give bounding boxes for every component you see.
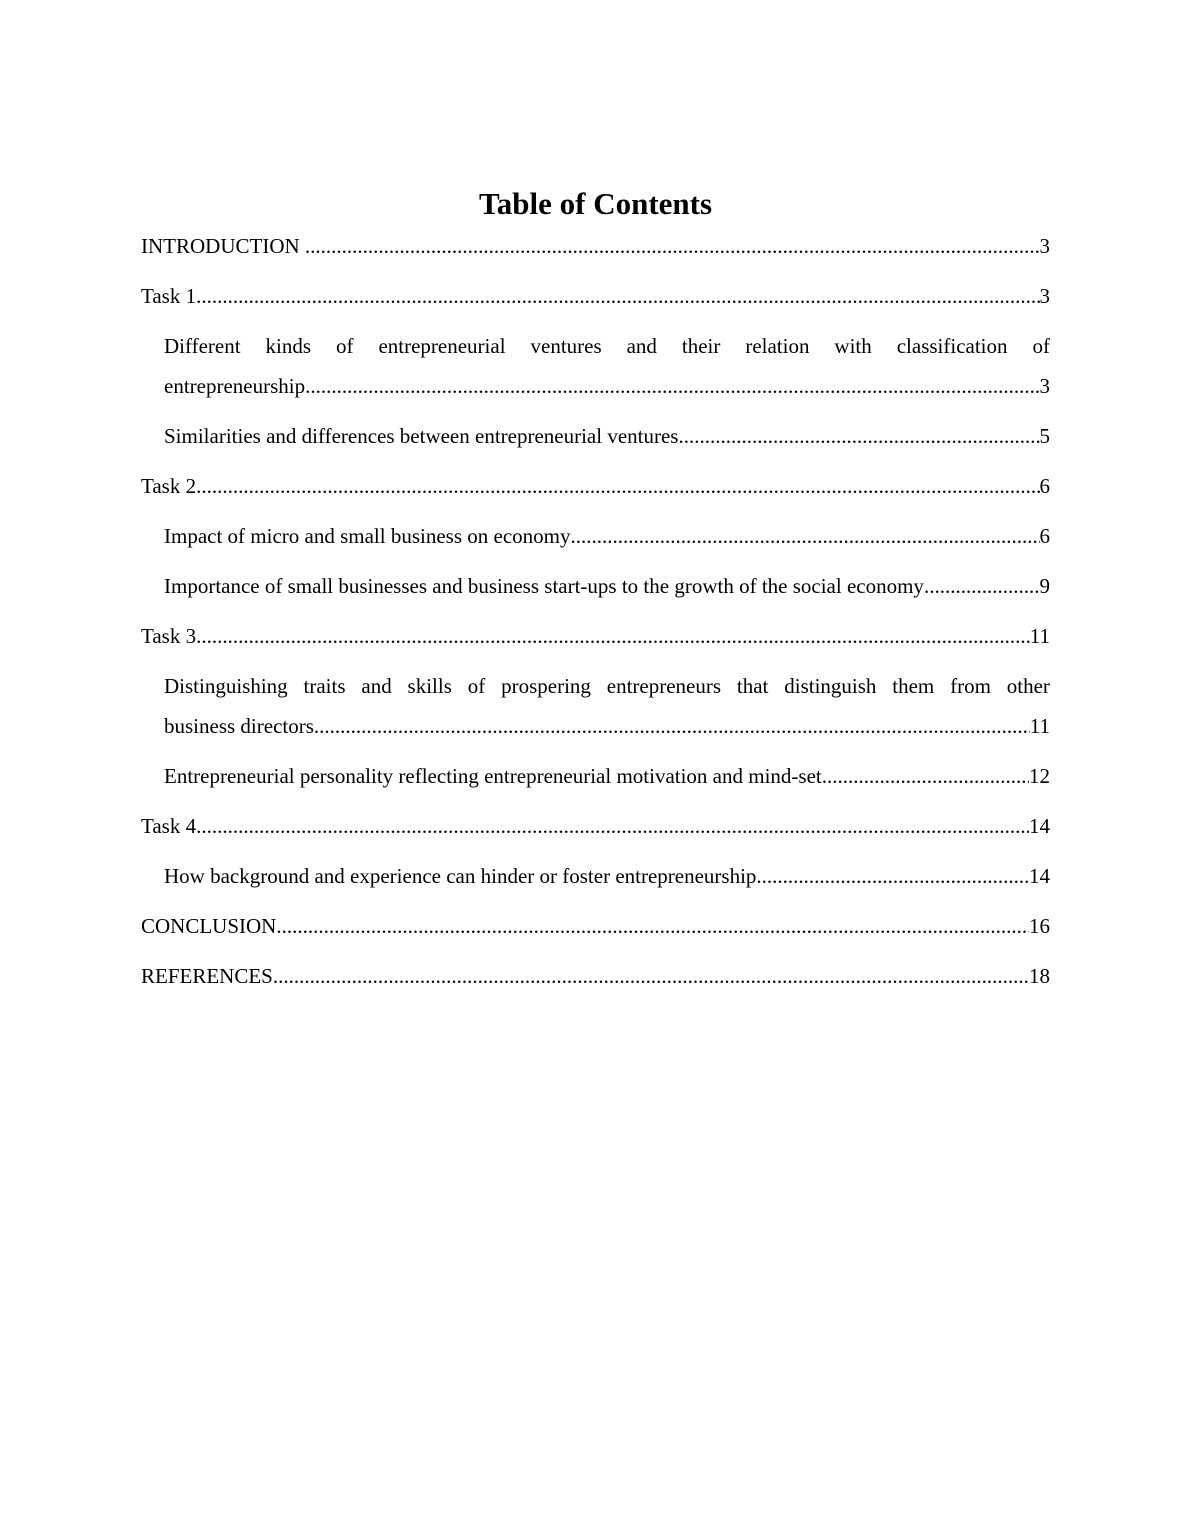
toc-entry-title-cont: business directors [164, 714, 314, 738]
toc-entry-similarities[interactable] [141, 416, 1050, 456]
toc-entry-title: Task 4 [141, 814, 197, 838]
toc-entry-references[interactable] [141, 956, 1050, 996]
dot-leader [196, 806, 1029, 846]
toc-entry-page: 6 [1039, 524, 1050, 548]
dot-leader [756, 856, 1029, 896]
toc-entry-task-4[interactable] [141, 806, 1050, 846]
title-word: Different [164, 334, 241, 358]
toc-entry-page: 14 [1029, 814, 1050, 838]
toc-entry-title: Task 2 [141, 474, 197, 498]
toc-list [141, 226, 1050, 996]
toc-entry-distinguishing-traits[interactable] [141, 666, 1050, 746]
title-word: with [834, 334, 872, 358]
toc-page [141, 184, 1050, 1006]
title-word: classification [896, 334, 1008, 358]
title-word: prospering [501, 674, 591, 698]
toc-entry-conclusion[interactable] [141, 906, 1050, 946]
dot-leader [196, 276, 1039, 316]
toc-entry-different-kinds[interactable] [141, 326, 1050, 406]
toc-entry-background-experience[interactable] [141, 856, 1050, 896]
title-word: kinds [265, 334, 312, 358]
toc-entry-title: CONCLUSION [141, 914, 277, 938]
title-word: their [681, 334, 721, 358]
title-word: of [467, 674, 486, 698]
toc-entry-task-2[interactable] [141, 466, 1050, 506]
dot-leader [678, 416, 1039, 456]
toc-entry-title: Task 3 [141, 624, 197, 648]
dot-leader [196, 466, 1039, 506]
dot-leader [924, 566, 1040, 606]
title-word: that [736, 674, 769, 698]
title-word: other [1006, 674, 1050, 698]
toc-entry-page: 3 [1039, 234, 1050, 258]
toc-entry-page: 6 [1039, 474, 1050, 498]
toc-entry-introduction[interactable] [141, 226, 1050, 266]
toc-entry-importance[interactable] [141, 566, 1050, 606]
title-word: relation [745, 334, 810, 358]
title-word: traits [303, 674, 346, 698]
toc-entry-title: Importance of small businesses and business start-ups to the growth of the social economy [164, 574, 924, 598]
toc-entry-title-line [164, 326, 1050, 366]
toc-title: Table of Contents [478, 186, 713, 221]
toc-entry-page: 14 [1029, 864, 1050, 888]
title-word: skills [407, 674, 452, 698]
toc-entry-entrepreneurial-personality[interactable] [141, 756, 1050, 796]
title-word: entrepreneurial [378, 334, 506, 358]
toc-entry-title-cont: entrepreneurship [164, 374, 306, 398]
title-word: ventures [530, 334, 602, 358]
dot-leader [305, 226, 1040, 266]
title-word: and [626, 334, 657, 358]
toc-entry-page: 9 [1039, 574, 1050, 598]
toc-entry-title-line [164, 666, 1050, 706]
toc-entry-title: REFERENCES [141, 964, 273, 988]
toc-entry-page: 3 [1039, 284, 1050, 308]
toc-entry-page: 11 [1029, 624, 1050, 648]
toc-entry-title: Similarities and differences between entrepreneurial ventures [164, 424, 679, 448]
toc-entry-page: 3 [1039, 374, 1050, 398]
toc-entry-page: 5 [1039, 424, 1050, 448]
title-word: Distinguishing [164, 674, 288, 698]
dot-leader [305, 366, 1039, 406]
toc-entry-title: INTRODUCTION [141, 234, 305, 258]
dot-leader [276, 906, 1029, 946]
toc-entry-task-3[interactable] [141, 616, 1050, 656]
toc-entry-page: 12 [1029, 764, 1050, 788]
toc-entry-impact[interactable] [141, 516, 1050, 556]
title-word: entrepreneurs [606, 674, 722, 698]
dot-leader [273, 956, 1029, 996]
toc-entry-page: 11 [1029, 714, 1050, 738]
toc-entry-title: Impact of micro and small business on economy [164, 524, 571, 548]
title-word: of [1032, 334, 1050, 358]
title-word: them [892, 674, 935, 698]
toc-entry-page: 16 [1029, 914, 1050, 938]
toc-entry-title: How background and experience can hinder or foster entrepreneurship [164, 864, 757, 888]
toc-entry-title: Entrepreneurial personality reflecting entrepreneurial motivation and mind-set [164, 764, 822, 788]
dot-leader [822, 756, 1029, 796]
title-word: distinguish [784, 674, 877, 698]
dot-leader [196, 616, 1030, 656]
dot-leader [571, 516, 1040, 556]
title-word: of [336, 334, 354, 358]
toc-entry-page: 18 [1029, 964, 1050, 988]
toc-entry-title: Task 1 [141, 284, 197, 308]
title-word: from [950, 674, 991, 698]
dot-leader [314, 706, 1030, 746]
toc-entry-task-1[interactable] [141, 276, 1050, 316]
title-word: and [361, 674, 392, 698]
